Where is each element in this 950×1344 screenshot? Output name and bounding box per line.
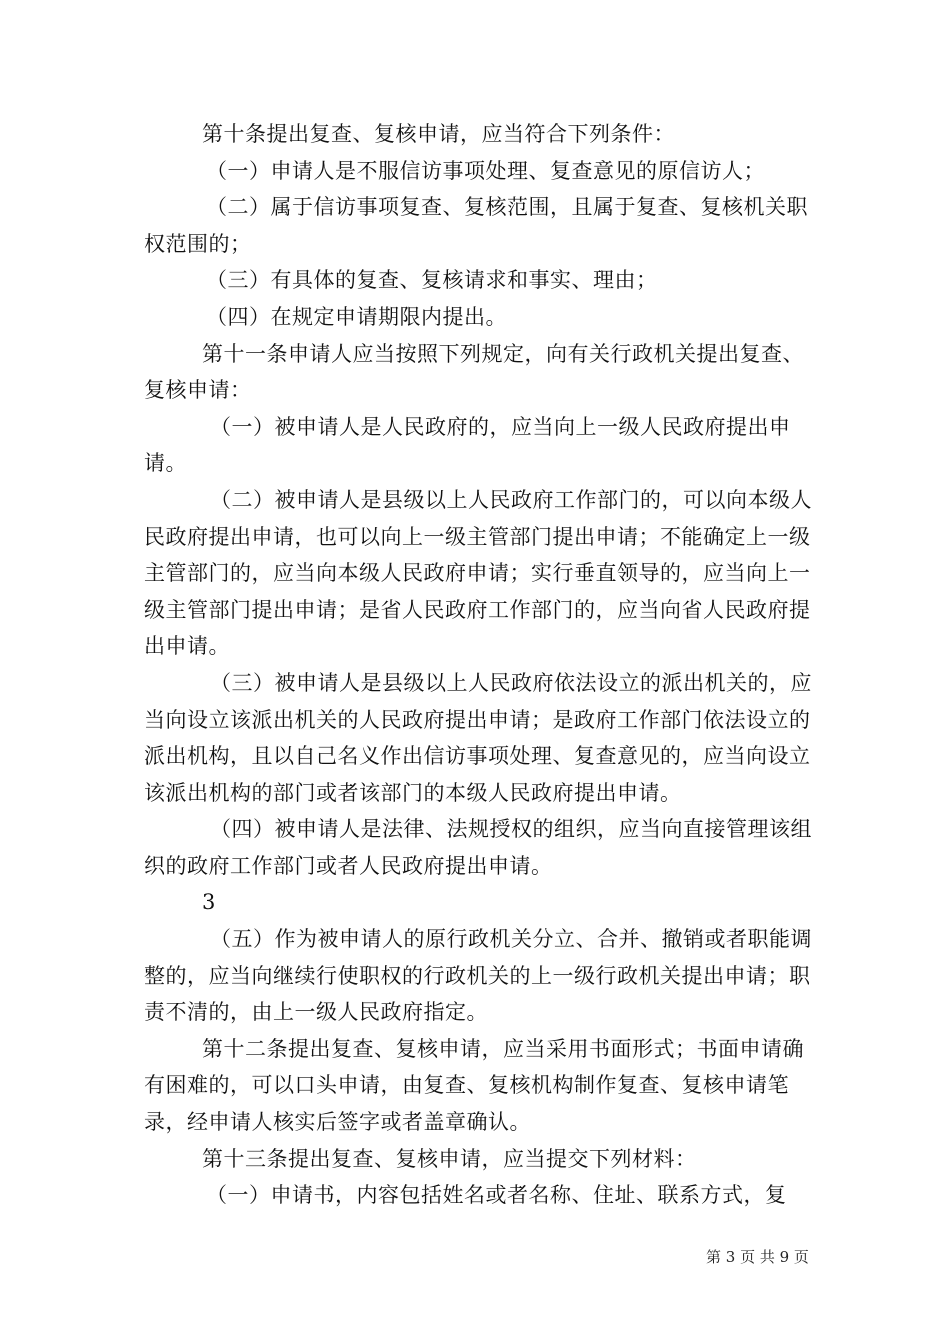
paragraph-article-11-item-2: （二）被申请人是县级以上人民政府工作部门的，可以向本级人民政府提出申请，也可以向上一级主管部门提出申请；不能确定上一级主管部门的，应当向本级人民政府申请；实行垂直领导的，应当向上一级主管部门提出申请；是省人民政府工作部门的，应当向省人民政府提出申请。 [144,487,812,659]
paragraph-article-11: 第十一条申请人应当按照下列规定，向有关行政机关提出复查、复核申请： [144,341,804,403]
paragraph-article-10-item-1: （一）申请人是不服信访事项处理、复查意见的原信访人； [206,158,765,183]
paragraph-article-12: 第十二条提出复查、复核申请，应当采用书面形式；书面申请确有困难的，可以口头申请，由复查、复核机构制作复查、复核申请笔录，经申请人核实后签字或者盖章确认。 [144,1036,804,1135]
paragraph-article-10: 第十条提出复查、复核申请，应当符合下列条件： [202,122,675,146]
paragraph-article-13: 第十三条提出复查、复核申请，应当提交下列材料： [202,1146,697,1171]
paragraph-article-10-item-2: （二）属于信访事项复查、复核范围，且属于复查、复核机关职权范围的； [144,195,808,256]
document-body [144,116,814,1214]
paragraph-article-11-item-4: （四）被申请人是法律、法规授权的组织，应当向直接管理该组织的政府工作部门或者人民政府提出申请。 [144,817,812,878]
paragraph-article-11-item-1: （一）被申请人是人民政府的，应当向上一级人民政府提出申请。 [144,414,791,476]
paragraph-article-13-item-1: （一）申请书，内容包括姓名或者名称、住址、联系方式，复 [206,1183,787,1208]
paragraph-article-11-item-3: （三）被申请人是县级以上人民政府依法设立的派出机关的，应当向设立该派出机关的人民政府提出申请；是政府工作部门依法设立的派出机构，且以自己名义作出信访事项处理、复查意见的，应当向设立该派出机构的部门或者该部门的本级人民政府提出申请。 [144,670,812,805]
inline-page-number: 3 [202,890,216,915]
paragraph-article-10-item-3: （三）有具体的复查、复核请求和事实、理由； [206,268,658,293]
paragraph-article-11-item-5: （五）作为被申请人的原行政机关分立、合并、撤销或者职能调整的，应当向继续行使职权的行政机关的上一级行政机关提出申请；职责不清的，由上一级人民政府指定。 [144,927,812,1025]
paragraph-article-10-item-4: （四）在规定申请期限内提出。 [206,304,507,329]
page-footer: 第 3 页 共 9 页 [706,1248,809,1266]
